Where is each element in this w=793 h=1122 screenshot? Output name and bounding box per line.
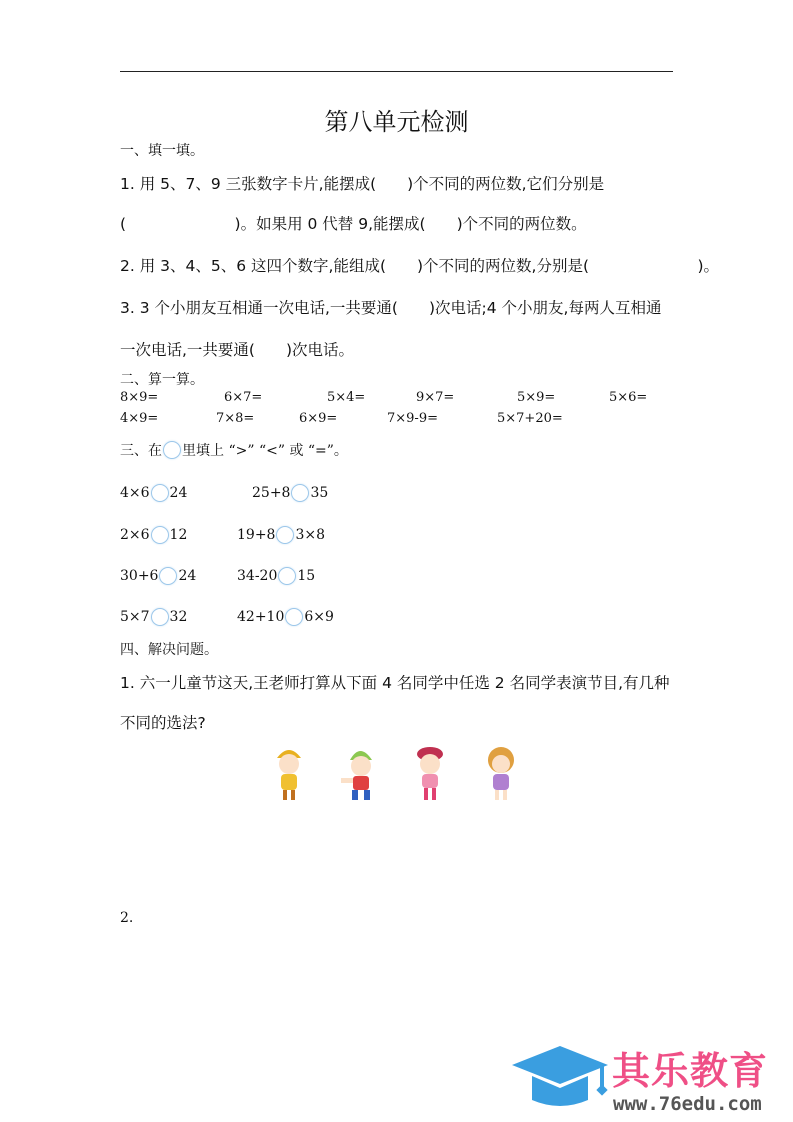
calc-item: 5×6= bbox=[609, 390, 648, 405]
question-1-line-1: 1. 用 5、7、9 三张数字卡片,能摆成( )个不同的两位数,它们分别是 bbox=[120, 175, 605, 193]
answer-circle[interactable] bbox=[151, 484, 169, 502]
compare-item: 2×6 12 bbox=[120, 527, 188, 543]
compare-item: 5×7 32 bbox=[120, 609, 188, 625]
compare-item: 4×6 24 bbox=[120, 485, 188, 501]
answer-circle[interactable] bbox=[159, 567, 177, 585]
circle-icon bbox=[163, 441, 181, 459]
compare-item: 19+8 3×8 bbox=[237, 527, 325, 543]
compare-item: 34-20 15 bbox=[237, 568, 316, 584]
section-1-heading: 一、填一填。 bbox=[120, 143, 204, 159]
child-illustration-2 bbox=[338, 742, 382, 802]
logo-url: www.76edu.com bbox=[613, 1093, 762, 1115]
question-3-line-2: 一次电话,一共要通( )次电话。 bbox=[120, 341, 355, 359]
problem-1-line-1: 1. 六一儿童节这天,王老师打算从下面 4 名同学中任选 2 名同学表演节目,有几种 bbox=[120, 674, 670, 692]
logo-name: 其乐教育 bbox=[612, 1049, 769, 1093]
top-rule bbox=[120, 71, 673, 72]
compare-item: 30+6 24 bbox=[120, 568, 197, 584]
answer-circle[interactable] bbox=[276, 526, 294, 544]
section-3-text-b: 里填上 “>” “<” 或 “=”。 bbox=[182, 443, 348, 459]
calc-item: 5×4= bbox=[327, 390, 366, 405]
calc-item: 7×8= bbox=[216, 411, 255, 426]
calc-item: 8×9= bbox=[120, 390, 159, 405]
calc-item: 6×7= bbox=[224, 390, 263, 405]
question-2: 2. 用 3、4、5、6 这四个数字,能组成( )个不同的两位数,分别是( )。 bbox=[120, 257, 720, 275]
problem-2-label: 2. bbox=[120, 910, 134, 926]
child-illustration-3 bbox=[413, 742, 447, 802]
section-4-heading: 四、解决问题。 bbox=[120, 642, 218, 658]
answer-circle[interactable] bbox=[291, 484, 309, 502]
section-3-text-a: 三、在 bbox=[120, 443, 162, 459]
section-3-heading bbox=[120, 440, 348, 460]
calc-item: 7×9-9= bbox=[387, 411, 438, 426]
compare-item: 25+8 35 bbox=[252, 485, 329, 501]
question-1-line-2: ( )。如果用 0 代替 9,能摆成( )个不同的两位数。 bbox=[120, 215, 587, 233]
calc-item: 5×9= bbox=[517, 390, 556, 405]
answer-circle[interactable] bbox=[285, 608, 303, 626]
graduation-cap-logo-icon bbox=[510, 1040, 610, 1110]
calc-item: 6×9= bbox=[299, 411, 338, 426]
calc-item: 9×7= bbox=[416, 390, 455, 405]
question-3-line-1: 3. 3 个小朋友互相通一次电话,一共要通( )次电话;4 个小朋友,每两人互相通 bbox=[120, 299, 662, 317]
answer-circle[interactable] bbox=[151, 526, 169, 544]
compare-item: 42+10 6×9 bbox=[237, 609, 334, 625]
answer-circle[interactable] bbox=[151, 608, 169, 626]
page-title: 第八单元检测 bbox=[324, 108, 469, 136]
answer-circle[interactable] bbox=[278, 567, 296, 585]
child-illustration-1 bbox=[272, 742, 306, 802]
calc-item: 4×9= bbox=[120, 411, 159, 426]
child-illustration-4 bbox=[484, 742, 518, 802]
section-2-heading: 二、算一算。 bbox=[120, 372, 204, 388]
calc-item: 5×7+20= bbox=[497, 411, 563, 426]
problem-1-line-2: 不同的选法? bbox=[120, 714, 206, 732]
